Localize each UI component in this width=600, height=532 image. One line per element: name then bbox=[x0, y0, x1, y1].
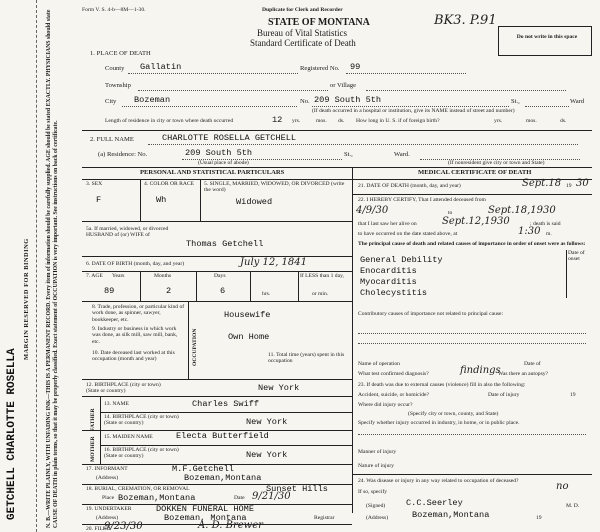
alive-pre: that I last saw her alive on bbox=[358, 221, 417, 227]
cause-item: General Debility bbox=[360, 255, 443, 265]
diagnosis-value: findings bbox=[460, 365, 501, 376]
operation-date-label: Date of bbox=[524, 361, 541, 367]
birthplace-value: New York bbox=[258, 383, 300, 393]
county-label: County bbox=[105, 65, 125, 72]
physician-name: C.C.Seerley bbox=[406, 498, 463, 508]
father-birth-label: 14. BIRTHPLACE (city or town) (State or country) bbox=[104, 414, 179, 427]
md-label: M. D. bbox=[566, 503, 580, 509]
institution-note: (If death occurred in a hospital or institution, give its NAME instead of street and number) bbox=[312, 108, 515, 114]
township-label: Township bbox=[105, 82, 131, 89]
father-side-label: FATHER bbox=[90, 408, 96, 431]
undertaker-value: DOKKEN FUNERAL HOME bbox=[156, 504, 254, 514]
attend-to: Sept.18,1930 bbox=[488, 205, 556, 216]
age-div-4 bbox=[298, 271, 299, 301]
main-rule-top bbox=[82, 167, 592, 168]
spouse-value: Thomas Getchell bbox=[186, 239, 264, 249]
registered-line bbox=[346, 73, 466, 74]
alive-post: ; death is said bbox=[530, 221, 561, 227]
age-months-value: 2 bbox=[166, 286, 172, 296]
full-name-label: 2. FULL NAME bbox=[90, 136, 134, 143]
sex-label: 3. SEX bbox=[86, 181, 103, 187]
city-value: Bozeman bbox=[134, 95, 171, 105]
row-rule-23 bbox=[352, 474, 592, 475]
death-time: 1:30 bbox=[518, 226, 541, 237]
county-value: Gallatin bbox=[140, 62, 182, 72]
injury-date-label: Date of injury bbox=[488, 392, 520, 398]
burial-date-value: 9/21/30 bbox=[252, 491, 291, 502]
residence-length-label: Length of residence in city or town where death occurred bbox=[105, 118, 234, 124]
row-rule-12 bbox=[82, 396, 352, 397]
mother-side-label: MOTHER bbox=[90, 436, 96, 462]
age-days-label: Days bbox=[214, 273, 226, 279]
marital-value: Widowed bbox=[236, 197, 273, 207]
burial-place-label: Place bbox=[102, 495, 115, 501]
occupation-q-label: 24. Was disease or injury in any way related to occupation of deceased? bbox=[358, 478, 519, 484]
ward-label: Ward bbox=[570, 98, 585, 105]
if-so-label: If so, specify bbox=[358, 489, 388, 495]
birthplace-label: 12. BIRTHPLACE (city or town) (State or country) bbox=[86, 382, 161, 395]
operation-label: Name of operation bbox=[358, 361, 400, 367]
physician-addr-label: (Address) bbox=[366, 515, 389, 521]
father-value: Charles Swiff bbox=[192, 399, 260, 409]
date-onset-label: Date of onset bbox=[568, 250, 585, 262]
age-label: 7. AGE bbox=[86, 273, 103, 279]
residence-length-value: 12 bbox=[272, 115, 283, 125]
occ8-label: 8. Trade, profession, or particular kind of work done, as spinner, sawyer, bookkeeper, etc. bbox=[92, 304, 185, 323]
age-div-3 bbox=[250, 271, 251, 301]
mother-birth-label: 16. BIRTHPLACE (city or town) (State or country) bbox=[104, 447, 179, 460]
age-min: or min. bbox=[312, 291, 329, 297]
residence-value: 209 South 5th bbox=[185, 148, 253, 158]
street-value: 209 South 5th bbox=[314, 95, 382, 105]
occ8-value: Housewife bbox=[224, 310, 271, 320]
personal-header: PERSONAL AND STATISTICAL PARTICULARS bbox=[140, 169, 285, 176]
row-rule-15 bbox=[100, 445, 352, 446]
occ11-label: 11. Total time (years) spent in this occupation bbox=[268, 352, 345, 365]
full-name-line bbox=[148, 144, 578, 145]
age-div-2 bbox=[196, 271, 197, 301]
accident-label: Accident, suicide, or homicide? bbox=[358, 392, 429, 398]
row-rule-5a bbox=[82, 256, 352, 257]
no-write-text: Do not write in this space bbox=[516, 34, 578, 40]
row-rule-13 bbox=[100, 412, 352, 413]
state-title: STATE OF MONTANA bbox=[268, 17, 370, 28]
margin-name-handwritten: GETCHELL CHARLOTTE ROSELLA bbox=[6, 348, 18, 520]
nonresident-note: (If nonresident give city or town and State) bbox=[448, 160, 545, 166]
time-suffix: m. bbox=[546, 231, 552, 237]
registrar-label: Registrar bbox=[314, 515, 335, 521]
us-label: How long in U. S. if of foreign birth? bbox=[356, 118, 440, 124]
mother-value: Electa Butterfield bbox=[176, 431, 269, 441]
mother-label: 15. MAIDEN NAME bbox=[104, 434, 153, 440]
occ9-value: Own Home bbox=[228, 332, 270, 342]
where-label: Where did injury occur? bbox=[358, 402, 413, 408]
age-months-label: Months bbox=[154, 273, 172, 279]
attend-from: 4/9/30 bbox=[356, 205, 389, 216]
residence-mos: mos. bbox=[316, 118, 327, 124]
age-hrs: hrs. bbox=[262, 291, 271, 297]
place-label: 1. PLACE OF DEATH bbox=[90, 50, 151, 57]
burial-value: Sunset Hills bbox=[266, 484, 328, 494]
undertaker-address-label: (Address) bbox=[96, 515, 119, 521]
book-reference: BK3. P.91 bbox=[434, 13, 497, 28]
occupation-divider bbox=[188, 301, 189, 379]
city-line bbox=[122, 106, 297, 107]
margin-binding: MARGIN RESERVED FOR BINDING bbox=[23, 238, 30, 360]
burial-place-value: Bozeman,Montana bbox=[118, 493, 196, 503]
binding-rule bbox=[36, 0, 37, 532]
street-line bbox=[312, 106, 509, 107]
occ10-label: 10. Date deceased last worked at this occupation (month and year) bbox=[92, 350, 175, 363]
cause-intro: The principal cause of death and related causes of importance in order of onset were as follows: bbox=[358, 241, 586, 247]
contrib-label: Contributory causes of importance not related to principal cause: bbox=[358, 311, 504, 317]
age-less-label: If LESS than 1 day, bbox=[300, 273, 344, 279]
full-name-value: CHARLOTTE ROSELLA GETCHELL bbox=[162, 133, 297, 143]
age-years-label: Years bbox=[112, 273, 125, 279]
occupation-q-value: no bbox=[556, 481, 569, 492]
filed-value: 9/23/30 bbox=[104, 521, 143, 532]
age-days-value: 6 bbox=[220, 286, 226, 296]
center-divider bbox=[352, 167, 353, 513]
contrib-line-1 bbox=[358, 333, 586, 334]
row-rule-21 bbox=[352, 194, 592, 195]
diagnosis-label: What test confirmed diagnosis? bbox=[358, 371, 429, 377]
mother-birth-value: New York bbox=[246, 450, 288, 460]
informant-label: 17. INFORMANT bbox=[86, 466, 128, 472]
row-rule-7 bbox=[82, 301, 352, 302]
physician-19: 19 bbox=[536, 515, 542, 521]
us-mos: mos. bbox=[526, 118, 537, 124]
father-label: 13. NAME bbox=[104, 401, 129, 407]
cause-item: Myocarditis bbox=[360, 277, 417, 287]
color-divider bbox=[200, 179, 201, 221]
occurred-label: to have occurred on the date stated above, at bbox=[358, 231, 458, 237]
undertaker-address-value: Bozeman, Montana bbox=[164, 513, 247, 523]
header-rule bbox=[82, 179, 592, 180]
signed-label: (Signed) bbox=[366, 503, 386, 509]
color-label: 4. COLOR OR RACE bbox=[144, 181, 195, 187]
sex-divider bbox=[140, 179, 141, 221]
autopsy-label: Was there an autopsy? bbox=[498, 371, 549, 377]
registered-label: Registered No. bbox=[300, 65, 340, 72]
physician-addr: Bozeman,Montana bbox=[412, 510, 490, 520]
age-div-1 bbox=[140, 271, 141, 301]
informant-address-label: (Address) bbox=[96, 475, 119, 481]
row-rule-6 bbox=[82, 271, 352, 272]
color-value: Wh bbox=[156, 195, 167, 205]
name-rule-top bbox=[82, 130, 592, 131]
specify-label: Specify whether injury occurred in industry, in home, or in public place. bbox=[358, 420, 520, 426]
marital-label: 5. SINGLE, MARRIED, WIDOWED, OR DIVORCED (write the word) bbox=[204, 181, 345, 193]
residence-ds: ds. bbox=[338, 118, 345, 124]
last-seen: Sept.12,1930 bbox=[442, 216, 510, 227]
registrar-signature: A. D. Brewer bbox=[198, 520, 263, 531]
usual-abode: (Usual place of abode) bbox=[198, 160, 249, 166]
street-st-label: St., bbox=[511, 98, 520, 105]
nature-label: Nature of injury bbox=[358, 463, 395, 469]
dod-value: Sept.18 bbox=[522, 178, 562, 189]
residence-label: (a) Residence: No. bbox=[98, 151, 148, 158]
age-years-value: 89 bbox=[104, 286, 115, 296]
ward-line bbox=[525, 106, 569, 107]
informant-address-value: Bozeman,Montana bbox=[184, 473, 262, 483]
city-label: City bbox=[105, 98, 117, 105]
residence-ward: Ward. bbox=[394, 151, 410, 158]
occupation-side-label: OCCUPATION bbox=[192, 328, 198, 366]
certificate-title: Standard Certificate of Death bbox=[250, 38, 356, 48]
dod-19: 19 bbox=[566, 183, 572, 189]
contrib-line-2 bbox=[358, 343, 586, 344]
registered-value: 99 bbox=[350, 62, 361, 72]
cause-item: Enocarditis bbox=[360, 266, 417, 276]
injury-date-19: 19 bbox=[570, 392, 576, 398]
manner-label: Manner of injury bbox=[358, 449, 397, 455]
onset-divider bbox=[566, 250, 567, 298]
row-rule-5 bbox=[82, 221, 352, 222]
attend-to-label: to bbox=[448, 210, 453, 216]
dod-year: 30 bbox=[576, 178, 589, 189]
county-line bbox=[128, 73, 298, 74]
row-rule-occupation bbox=[82, 379, 352, 380]
filed-label: 20. FILED bbox=[86, 526, 111, 532]
occ9-label: 9. Industry or business in which work was done, as silk mill, saw mill, bank, etc. bbox=[92, 326, 178, 345]
cause-item: Cholecystitis bbox=[360, 288, 428, 298]
informant-value: M.F.Getchell bbox=[172, 464, 234, 474]
where-note: (Specify city or town, county, and State) bbox=[408, 411, 499, 417]
us-ds: ds. bbox=[560, 118, 567, 124]
duplicate-note: Duplicate for Clerk and Recorder bbox=[262, 7, 343, 13]
village-label: or Village bbox=[330, 82, 357, 89]
certify-label: 22. I HEREBY CERTIFY, That I attended deceased from bbox=[358, 197, 486, 203]
village-line bbox=[366, 90, 566, 91]
spouse-label: 5a. If married, widowed, or divorced HUSBAND of (or) WIFE of bbox=[86, 226, 169, 239]
us-yrs: yrs. bbox=[494, 118, 503, 124]
medical-header: MEDICAL CERTIFICATE OF DEATH bbox=[418, 169, 532, 176]
dob-value: July 12, 1841 bbox=[240, 257, 308, 268]
bureau-title: Bureau of Vital Statistics bbox=[257, 28, 348, 38]
dod-label: 21. DATE OF DEATH (month, day, and year) bbox=[358, 183, 461, 189]
violence-label: 23. If death was due to external causes (violence) fill in also the following: bbox=[358, 382, 526, 388]
burial-date-label: Date bbox=[234, 495, 245, 501]
township-line bbox=[138, 90, 328, 91]
specify-line bbox=[358, 434, 586, 435]
burial-label: 18. BURIAL, CREMATION, OR REMOVAL bbox=[86, 486, 190, 492]
residence-st: St., bbox=[344, 151, 353, 158]
form-number: Form V. S. 4-b—8M—1-30. bbox=[82, 7, 146, 13]
dob-label: 6. DATE OF BIRTH (month, day, and year) bbox=[86, 261, 185, 267]
undertaker-label: 19. UNDERTAKER bbox=[86, 506, 132, 512]
margin-warning: N. B.—WRITE PLAINLY, WITH UNFADING INK—THIS IS A PERMANENT RECORD. Every item of information should be carefully supplied. AGE should be stated EXACTLY. PHYSICIANS should state CAUSE OF DEATH in plain terms, so that it may be properly classified. Exact statement of OCCUPATION is very important. See instructions on back of certificate. bbox=[46, 9, 59, 528]
sex-value: F bbox=[96, 195, 102, 205]
street-no-label: No. bbox=[300, 98, 310, 105]
residence-yrs: yrs. bbox=[292, 118, 301, 124]
father-birth-value: New York bbox=[246, 417, 288, 427]
